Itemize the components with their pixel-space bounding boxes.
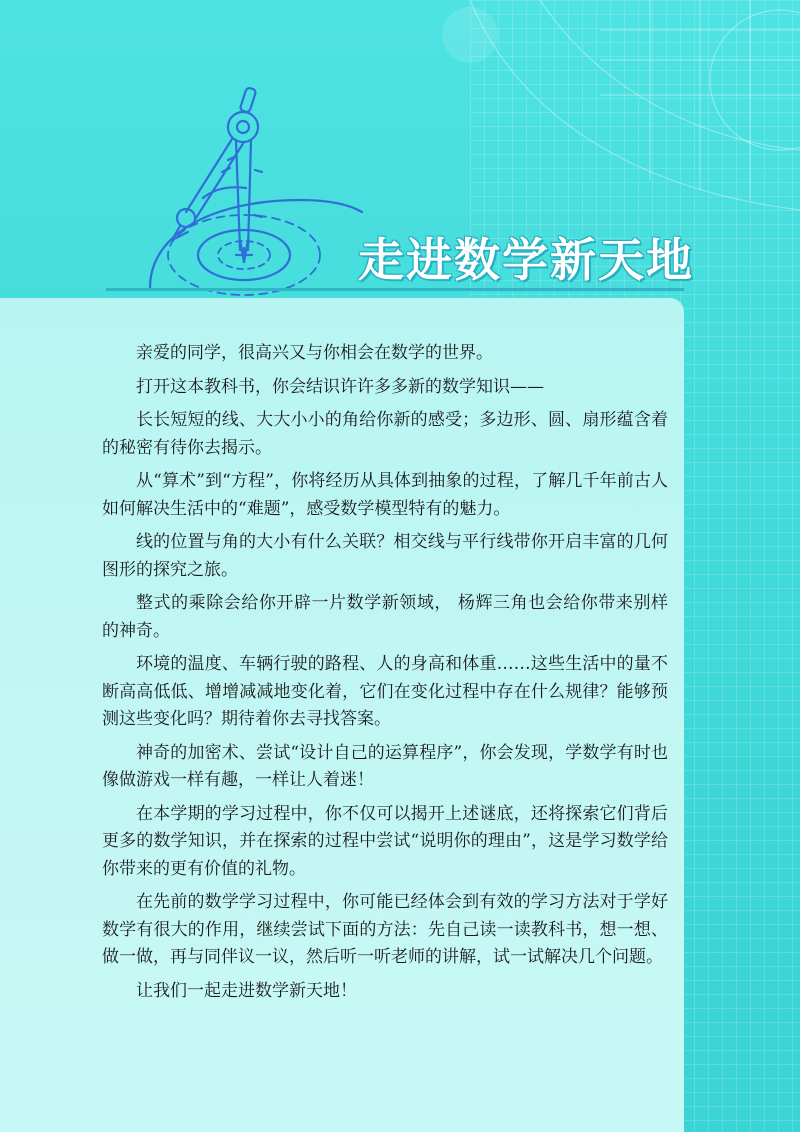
intro-text [102,340,668,1011]
paragraph: 亲爱的同学，很高兴又与你相会在数学的世界。 [136,343,493,363]
paragraph: 打开这本教科书，你会结识许许多多新的数学知识—— [136,376,544,397]
title-underline [106,288,684,291]
paragraph: 长长短短的线、大大小小的角给你新的感受；多边形、圆、扇形蕴含着的秘密有待你去揭示。 [102,410,668,458]
paragraph: 神奇的加密术、尝试“设计自己的运算程序”，你会发现，学数学有时也像做游戏一样有趣，一样让人着迷！ [102,742,668,790]
page-title: 走进数学新天地 [358,233,694,287]
paragraph: 在本学期的学习过程中，你不仅可以揭开上述谜底，还将探索它们背后更多的数学知识，并在探索的过程中尝试“说明你的理由”，这是学习数学给你带来的更有价值的礼物。 [102,803,668,879]
paragraph: 线的位置与角的大小有什么关联？相交线与平行线带你开启丰富的几何图形的探究之旅。 [102,532,668,580]
paragraph: 让我们一起走进数学新天地！ [136,980,357,1001]
paragraph: 环境的温度、车辆行驶的路程、人的身高和体重……这些生活中的量不断高高低低、增增减减地变化着，它们在变化过程中存在什么规律？能够预测这些变化吗？期待着你去寻找答案。 [102,654,668,729]
paragraph: 在先前的数学学习过程中，你可能已经体会到有效的学习方法对于学好数学有很大的作用，继续尝试下面的方法：先自己读一读教科书，想一想、做一做，再与同伴议一议，然后听一听老师的讲解，试一试解决几个问题。 [102,892,668,967]
compass-icon [150,87,362,295]
paragraph: 整式的乘除会给你开辟一片数学新领域， 杨辉三角也会给你带来别样的神奇。 [102,593,668,641]
paragraph: 从“算术”到“方程”，你将经历从具体到抽象的过程，了解几千年前古人如何解决生活中的“难题”，感受数学模型特有的魅力。 [102,471,668,519]
